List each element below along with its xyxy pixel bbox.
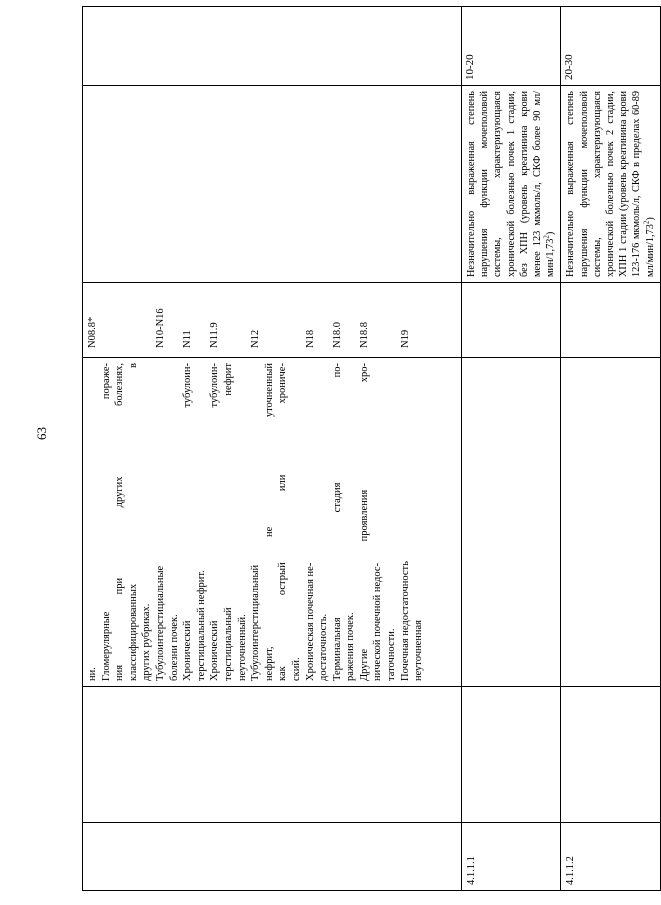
icd-code — [344, 288, 358, 348]
superscript: 2 — [542, 235, 551, 239]
disease-line: неуточненная — [413, 620, 425, 681]
disease-line — [276, 363, 290, 681]
disease-line: Тубулоинтерстициальный — [250, 564, 262, 681]
empty-cell — [83, 687, 462, 823]
icd-code — [290, 288, 304, 348]
disease-word: не — [263, 526, 275, 537]
icd-code — [371, 288, 385, 348]
icd-code: N18 — [304, 329, 316, 348]
description-end: ) — [644, 217, 656, 221]
disease-word: классифицированных — [127, 583, 139, 681]
icd-code: N19 — [399, 329, 411, 348]
disease-word: хрониче- — [277, 363, 289, 404]
disease-line: ский. — [290, 657, 302, 681]
icd-code — [236, 288, 250, 348]
disease-word: ния — [114, 664, 126, 681]
icd-code: N10-N16 — [154, 308, 166, 348]
icd-code — [195, 288, 209, 348]
disease-word: терстициальный — [222, 607, 234, 681]
description-cell — [83, 86, 462, 283]
disease-word: по- — [331, 363, 343, 378]
disease-word: тубулоин- — [182, 363, 194, 408]
disease-line: нической почечной недос- — [372, 563, 384, 681]
disease-line — [208, 363, 222, 681]
disease-line: Хроническая почечная не- — [304, 562, 316, 681]
disease-word: Хронический — [209, 620, 221, 681]
disease-word: при — [114, 577, 126, 595]
icd-code: N11.9 — [209, 322, 221, 348]
icd-code: N18.0 — [331, 322, 343, 348]
disease-word: пораже- — [100, 363, 112, 400]
superscript: 2 — [642, 220, 651, 225]
empty-cell — [561, 687, 660, 823]
description-text: Незначительно выраженная степень нарушения функции мочеполовой системы, характеризующаяся хронической болезнью почек 2 стадии, ХПН 1 стадии (уровень креатинина крови 123-176 мкмоль/л, СКФ в пределах 60-89 мл/мин/1,73 — [565, 91, 656, 277]
code-cell: 4.1.1.2 — [561, 823, 660, 891]
icd-code: N12 — [250, 329, 262, 348]
disease-line: Тубулоинтерстициальные — [154, 565, 166, 681]
icd-code — [140, 288, 154, 348]
empty-cell — [462, 358, 561, 687]
disease-line — [358, 363, 372, 681]
disease-line — [100, 363, 114, 681]
icd-code — [100, 288, 114, 348]
description-cell — [462, 86, 561, 283]
disease-line — [113, 363, 127, 681]
table-row — [462, 7, 561, 891]
page-number: 63 — [34, 427, 49, 440]
disease-line: таточности. — [386, 628, 398, 681]
empty-cell — [561, 358, 660, 687]
disease-word: уточненный — [263, 363, 275, 418]
disease-word: других — [114, 476, 126, 508]
disease-word: болезнях, — [114, 363, 126, 406]
disease-line: достаточность. — [318, 613, 330, 681]
icd-code — [127, 288, 141, 348]
icd-code — [113, 288, 127, 348]
code-cell — [83, 823, 462, 891]
disease-line: болезни почек. — [168, 614, 180, 681]
empty-cell — [462, 687, 561, 823]
icd-codes-cell — [83, 283, 462, 358]
table-row — [561, 7, 660, 891]
disease-word: нефрит, — [263, 646, 275, 681]
percent-cell — [83, 7, 462, 86]
icd-code: N18.8 — [358, 322, 370, 348]
disease-word: острый — [277, 562, 289, 596]
disease-word: Другие — [358, 648, 370, 681]
icd-code: N08.8* — [87, 316, 98, 348]
icd-code: N11 — [182, 330, 194, 348]
disease-word: проявления — [358, 489, 370, 542]
disease-line — [331, 363, 345, 681]
empty-cell — [561, 283, 660, 358]
disease-line: Почечная недостаточность — [399, 561, 411, 681]
disease-line — [181, 363, 195, 681]
disease-word: в — [127, 363, 139, 368]
disease-word: как — [277, 666, 289, 681]
icd-code — [263, 288, 277, 348]
percent-cell: 20-30 — [561, 7, 660, 86]
disease-word: Терминальная — [331, 617, 343, 681]
percent-cell: 10-20 — [462, 7, 561, 86]
disease-word: или — [277, 474, 289, 492]
description-end: ) — [545, 231, 557, 236]
disease-word: Гломерулярные — [100, 611, 112, 681]
disease-line — [222, 363, 236, 681]
disease-word: стадия — [331, 482, 343, 513]
rotated-table-container — [82, 6, 656, 891]
disease-list-cell — [83, 358, 462, 687]
disease-line — [127, 363, 141, 681]
icd-code — [168, 288, 182, 348]
criteria-table — [82, 6, 661, 891]
icd-code — [276, 288, 290, 348]
icd-code — [222, 288, 236, 348]
icd-code — [317, 288, 331, 348]
disease-line: ни. — [87, 667, 98, 681]
description-text: Незначительно выраженная степень нарушения функции мочеполовой системы, характеризующаяся хронической болезнью почек 1 стадии, без ХПН (уровень креатинина крови менее 123 мкмоль/л, СКФ более 90 мл/мин/1,73 — [466, 91, 557, 277]
disease-word: тубулоин- — [209, 363, 221, 408]
disease-line — [263, 363, 277, 681]
disease-line: терстициальный нефрит. — [195, 570, 207, 681]
disease-word: хро- — [358, 363, 370, 383]
disease-line: других рубриках. — [141, 603, 153, 681]
disease-word: нефрит — [222, 363, 234, 396]
description-cell — [561, 86, 660, 283]
icd-code — [385, 288, 399, 348]
disease-line: ражения почек. — [345, 612, 357, 681]
disease-word: Хронический — [182, 620, 194, 681]
disease-line: неуточненный. — [236, 614, 248, 681]
empty-cell — [462, 283, 561, 358]
code-cell: 4.1.1.1 — [462, 823, 561, 891]
table-row — [83, 7, 462, 891]
